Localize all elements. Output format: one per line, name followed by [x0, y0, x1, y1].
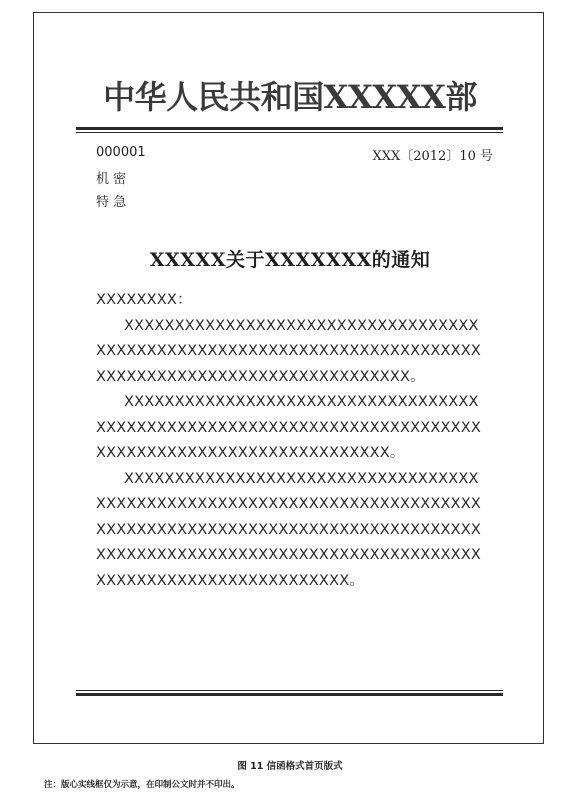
- figure-caption: 图 11 信函格式首页版式: [237, 761, 343, 772]
- document-number: XXX〔2012〕10 号: [372, 149, 493, 164]
- footer-rule-thin: [76, 690, 503, 691]
- addressee: XXXXXXXX：: [96, 292, 192, 308]
- copy-number: 000001: [96, 145, 146, 160]
- body-paragraph: XXXXXXXXXXXXXXXXXXXXXXXXXXXXXXXXXXXXXXXXXXXXXXXXXXXXXXXXXXXXXXXXXXXXXXXXXXXXXXXXXXXXXXXXXXXXXXXXXXXXXX。: [96, 394, 482, 461]
- issuer-title: 中华人民共和国XXXXX部: [103, 78, 477, 116]
- document-body: [96, 288, 486, 594]
- secret-level: 机 密: [96, 172, 127, 187]
- urgency-level: 特 急: [96, 195, 127, 210]
- footnote: 注：版心实线框仅为示意，在印制公文时并不印出。: [44, 780, 240, 790]
- body-paragraph: XXXXXXXXXXXXXXXXXXXXXXXXXXXXXXXXXXXXXXXXXXXXXXXXXXXXXXXXXXXXXXXXXXXXXXXXXXXXXXXXXXXXXXXXXXXXXXXXXXXXXXXXXXXXXXXXXXXXXXXXXXXXXXXXXXXXXXXXXXXXXXXXXXXXXXXXXXXXXXXXXXXXXXXXXXXXXX。: [96, 470, 482, 589]
- header-rule-thin: [76, 132, 503, 133]
- body-paragraph: XXXXXXXXXXXXXXXXXXXXXXXXXXXXXXXXXXXXXXXXXXXXXXXXXXXXXXXXXXXXXXXXXXXXXXXXXXXXXXXXXXXXXXXXXXXXXXXXXXXXXXXX。: [96, 317, 482, 385]
- notice-title: XXXXX关于XXXXXXX的通知: [149, 249, 431, 271]
- footer-rule-thick: [76, 693, 503, 696]
- header-rule-thick: [76, 127, 503, 130]
